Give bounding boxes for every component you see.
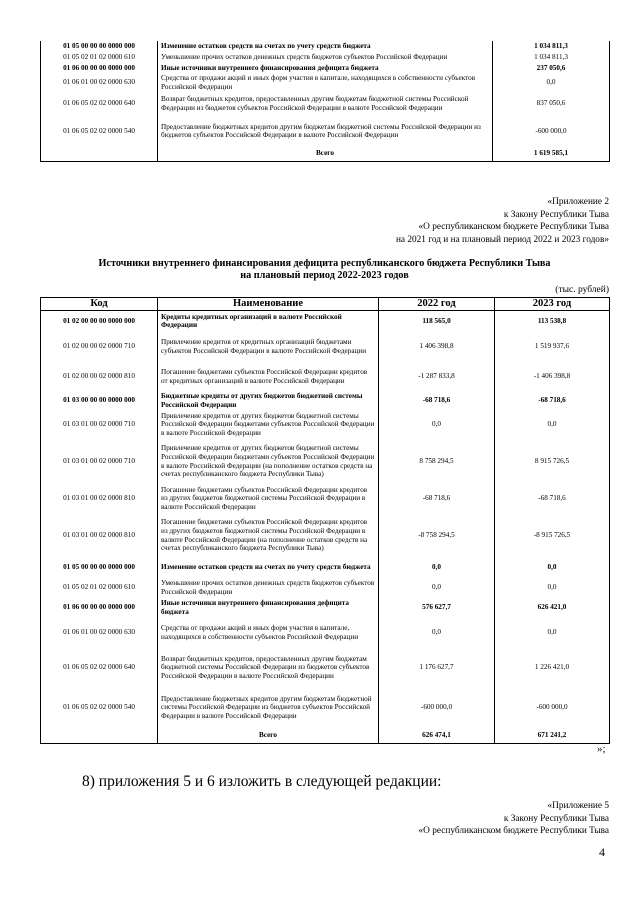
cell-v2: 1 519 937,6: [495, 332, 610, 362]
table-row: [41, 578, 610, 598]
cell-name: Возврат бюджетных кредитов, предоставленных другим бюджетам бюджетной системы Российской Федерации из бюджетов субъектов Российской Федерации в валюте Российской Федерации: [158, 91, 493, 116]
cell-v1: -68 718,6: [379, 392, 495, 410]
table-row: [41, 558, 610, 578]
appendix-5-line3: «О республиканском бюджете Республики Тыва: [418, 826, 609, 837]
table-row: [41, 41, 610, 52]
cell-name: Бюджетные кредиты от других бюджетов бюджетной системы Российской Федерации: [158, 392, 379, 410]
cell-code: 01 06 05 02 02 0000 540: [41, 688, 158, 728]
cell-v1: 118 565,0: [379, 311, 495, 332]
appendix-2-line2: к Закону Республики Тыва: [503, 209, 609, 220]
cell-value: -600 000,0: [493, 116, 610, 146]
cell-name: Изменение остатков средств на счетах по учету средств бюджета: [158, 558, 379, 578]
cell-code: 01 06 05 02 02 0000 640: [41, 91, 158, 116]
cell-v1: -600 000,0: [379, 688, 495, 728]
cell-v1: 1 176 627,7: [379, 648, 495, 688]
table-row: [41, 311, 610, 332]
cell-code: 01 03 01 00 02 0000 810: [41, 514, 158, 558]
cell-value: 1 034 811,3: [493, 52, 610, 63]
table-sources-2021: [40, 41, 610, 162]
cell-code: 01 06 05 02 02 0000 640: [41, 648, 158, 688]
cell-name: Уменьшение прочих остатков денежных средств бюджетов субъектов Российской Федерации: [158, 52, 493, 63]
appendix-2-header: [396, 196, 609, 246]
table-row: [41, 362, 610, 392]
cell-name: Уменьшение прочих остатков денежных средств бюджетов субъектов Российской Федерации: [158, 578, 379, 598]
cell-empty: [41, 728, 158, 744]
paragraph-item-8: 8) приложения 5 и 6 изложить в следующей редакции:: [82, 773, 442, 790]
cell-v1: 0,0: [379, 578, 495, 598]
cell-name: Предоставление бюджетных кредитов другим бюджетам бюджетной системы Российской Федерации из бюджетов субъектов Российской Федерации в валюте Российской Федерации: [158, 688, 379, 728]
table-row: [41, 410, 610, 440]
table-row: [41, 392, 610, 410]
cell-v2: 0,0: [495, 558, 610, 578]
title-line1: Источники внутреннего финансирования дефицита республиканского бюджета Республики Тыва: [98, 258, 551, 269]
total-label: Всего: [158, 146, 493, 161]
cell-v2: -1 406 398,8: [495, 362, 610, 392]
cell-v1: -8 758 294,5: [379, 514, 495, 558]
total-2023: 671 241,2: [495, 728, 610, 744]
total-label: Всего: [158, 728, 379, 744]
cell-v2: 626 421,0: [495, 598, 610, 618]
cell-v2: 0,0: [495, 578, 610, 598]
cell-name: Привлечение кредитов от других бюджетов бюджетной системы Российской Федерации бюджетами субъектов Российской Федерации в валюте Российской Федерации (на пополнение остатков средств на счетах республиканского бюджета Республики Тыва): [158, 440, 379, 484]
page-number: 4: [599, 845, 605, 859]
table-row: [41, 116, 610, 146]
cell-code: 01 03 00 00 00 0000 000: [41, 392, 158, 410]
cell-v2: 113 538,8: [495, 311, 610, 332]
table-row: [41, 688, 610, 728]
cell-v2: 0,0: [495, 410, 610, 440]
cell-v1: 8 758 294,5: [379, 440, 495, 484]
cell-v2: -8 915 726,5: [495, 514, 610, 558]
table-row: [41, 618, 610, 648]
table-row: [41, 648, 610, 688]
header-code: Код: [41, 298, 158, 311]
table-sources-2022-2023: [40, 297, 610, 744]
appendix-2-line1: «Приложение 2: [547, 197, 609, 207]
cell-code: 01 03 01 00 02 0000 710: [41, 410, 158, 440]
cell-code: 01 05 02 01 02 0000 610: [41, 578, 158, 598]
cell-v1: 1 406 398,8: [379, 332, 495, 362]
cell-v2: 8 915 726,5: [495, 440, 610, 484]
cell-code: 01 03 01 00 02 0000 810: [41, 484, 158, 514]
cell-v2: 0,0: [495, 618, 610, 648]
appendix-5-line1: «Приложение 5: [547, 801, 609, 811]
closing-quote: »;: [597, 743, 606, 755]
cell-value: 837 050,6: [493, 91, 610, 116]
cell-name: Привлечение кредитов от других бюджетов бюджетной системы Российской Федерации бюджетами субъектов Российской Федерации в валюте Российской Федерации: [158, 410, 379, 440]
header-2023: 2023 год: [495, 298, 610, 311]
title-line2: на плановый период 2022-2023 годов: [240, 270, 409, 281]
table-row: [41, 440, 610, 484]
cell-code: 01 03 01 00 02 0000 710: [41, 440, 158, 484]
table-row: [41, 598, 610, 618]
cell-code: 01 06 01 00 02 0000 630: [41, 618, 158, 648]
cell-code: 01 06 01 00 02 0000 630: [41, 74, 158, 91]
cell-name: Погашение бюджетами субъектов Российской Федерации кредитов от кредитных организаций в валюте Российской Федерации: [158, 362, 379, 392]
cell-code: 01 05 00 00 00 0000 000: [41, 558, 158, 578]
header-name: Наименование: [158, 298, 379, 311]
cell-name: Иные источники внутреннего финансирования дефицита бюджета: [158, 63, 493, 74]
cell-v1: -1 287 833,8: [379, 362, 495, 392]
total-row: [41, 146, 610, 161]
cell-value: 1 034 811,3: [493, 41, 610, 52]
cell-v1: 0,0: [379, 618, 495, 648]
total-row: [41, 728, 610, 744]
cell-name: Возврат бюджетных кредитов, предоставленных другим бюджетам бюджетной системы Российской Федерации из бюджетов субъектов Российской Федерации в валюте Российской Федерации: [158, 648, 379, 688]
cell-name: Иные источники внутреннего финансирования дефицита бюджета: [158, 598, 379, 618]
table-row: [41, 91, 610, 116]
appendix-2-line4: на 2021 год и на плановый период 2022 и 2023 годов»: [395, 234, 609, 245]
cell-v2: -600 000,0: [495, 688, 610, 728]
cell-v1: 576 627,7: [379, 598, 495, 618]
header-2022: 2022 год: [379, 298, 495, 311]
cell-code: 01 06 05 02 02 0000 540: [41, 116, 158, 146]
cell-code: 01 05 02 01 02 0000 610: [41, 52, 158, 63]
cell-name: Кредиты кредитных организаций в валюте Российской Федерации: [158, 311, 379, 332]
table-row: [41, 514, 610, 558]
total-value: 1 619 585,1: [493, 146, 610, 161]
appendix-5-header: [419, 800, 609, 838]
cell-name: Погашение бюджетами субъектов Российской Федерации кредитов из других бюджетов бюджетной системы Российской Федерации в валюте Российской Федерации: [158, 484, 379, 514]
cell-name: Привлечение кредитов от кредитных организаций бюджетами субъектов Российской Федерации в валюте Российской Федерации: [158, 332, 379, 362]
table-row: [41, 484, 610, 514]
cell-v1: -68 718,6: [379, 484, 495, 514]
cell-code: 01 02 00 00 00 0000 000: [41, 311, 158, 332]
cell-code: 01 02 00 00 02 0000 810: [41, 362, 158, 392]
appendix-2-line3: «О республиканском бюджете Республики Тыва: [418, 222, 609, 233]
cell-code: 01 06 00 00 00 0000 000: [41, 63, 158, 74]
cell-name: Погашение бюджетами субъектов Российской Федерации кредитов из других бюджетов бюджетной системы Российской Федерации в валюте Российской Федерации (на пополнение остатков средств на счетах республиканского бюджета Республики Тыва): [158, 514, 379, 558]
cell-v1: 0,0: [379, 410, 495, 440]
cell-value: 0,0: [493, 74, 610, 91]
cell-name: Предоставление бюджетных кредитов другим бюджетам бюджетной системы Российской Федерации из бюджетов субъектов Российской Федерации в валюте Российской Федерации: [158, 116, 493, 146]
table-row: [41, 332, 610, 362]
cell-empty: [41, 146, 158, 161]
cell-v2: -68 718,6: [495, 484, 610, 514]
cell-code: 01 05 00 00 00 0000 000: [41, 41, 158, 52]
table-header-row: [41, 298, 610, 311]
cell-code: 01 02 00 00 02 0000 710: [41, 332, 158, 362]
cell-name: Средства от продажи акций и иных форм участия в капитале, находящихся в собственности субъектов Российской Федерации: [158, 618, 379, 648]
table-row: [41, 52, 610, 63]
table-row: [41, 74, 610, 91]
document-title: [40, 258, 609, 282]
cell-name: Средства от продажи акций и иных форм участия в капитале, находящихся в собственности субъектов Российской Федерации: [158, 74, 493, 91]
table-row: [41, 63, 610, 74]
units-label: (тыс. рублей): [555, 285, 609, 295]
appendix-5-line2: к Закону Республики Тыва: [503, 813, 609, 824]
cell-name: Изменение остатков средств на счетах по учету средств бюджета: [158, 41, 493, 52]
cell-code: 01 06 00 00 00 0000 000: [41, 598, 158, 618]
cell-v2: -68 718,6: [495, 392, 610, 410]
cell-v1: 0,0: [379, 558, 495, 578]
cell-value: 237 050,6: [493, 63, 610, 74]
cell-v2: 1 226 421,0: [495, 648, 610, 688]
total-2022: 626 474,1: [379, 728, 495, 744]
